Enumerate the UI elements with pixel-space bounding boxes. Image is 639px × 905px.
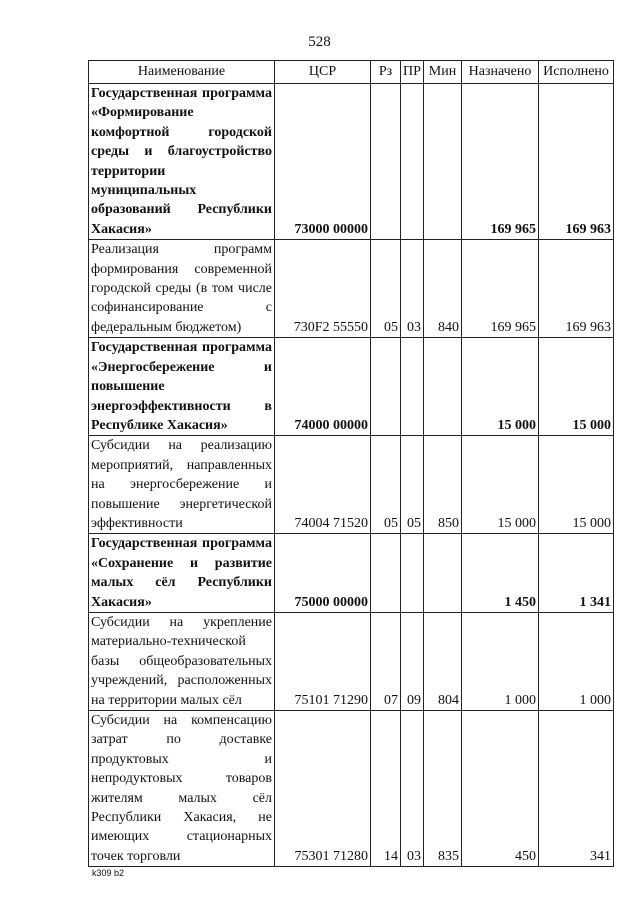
row-name: Государственная программа «Сохранение и развитие малых сёл Республики Хакасия» (89, 534, 275, 613)
row-csr: 75301 71280 (275, 711, 371, 867)
row-assigned: 15 000 (462, 338, 539, 436)
header-name: Наименование (89, 61, 275, 84)
row-pr (401, 84, 424, 240)
row-pr: 03 (401, 711, 424, 867)
table-row (89, 240, 614, 338)
row-assigned: 169 965 (462, 240, 539, 338)
row-csr: 73000 00000 (275, 84, 371, 240)
row-min: 804 (424, 612, 462, 710)
row-name: Субсидии на компенсацию затрат по доставке продуктовых и непродуктовых товаров жителям малых сёл Республики Хакасия, не имеющих стационарных точек торговли (89, 711, 275, 867)
row-executed: 15 000 (539, 338, 614, 436)
row-csr: 730F2 55550 (275, 240, 371, 338)
row-executed: 341 (539, 711, 614, 867)
row-executed: 15 000 (539, 436, 614, 534)
row-rz (371, 534, 401, 613)
table-row (89, 612, 614, 710)
row-rz: 07 (371, 612, 401, 710)
row-executed: 1 000 (539, 612, 614, 710)
header-executed: Исполнено (539, 61, 614, 84)
row-pr: 03 (401, 240, 424, 338)
row-pr (401, 338, 424, 436)
row-csr: 74000 00000 (275, 338, 371, 436)
row-executed: 169 963 (539, 240, 614, 338)
row-csr: 75101 71290 (275, 612, 371, 710)
table-row (89, 436, 614, 534)
row-csr: 74004 71520 (275, 436, 371, 534)
row-csr: 75000 00000 (275, 534, 371, 613)
row-rz: 14 (371, 711, 401, 867)
row-assigned: 15 000 (462, 436, 539, 534)
row-name: Государственная программа «Формирование комфортной городской среды и благоустройство территории муниципальных образований Республики Хакасия» (89, 84, 275, 240)
header-pr: ПР (401, 61, 424, 84)
row-assigned: 450 (462, 711, 539, 867)
header-min: Мин (424, 61, 462, 84)
row-rz: 05 (371, 240, 401, 338)
row-name: Субсидии на укрепление материально-технической базы общеобразовательных учреждений, расположенных на территории малых сёл (89, 612, 275, 710)
row-rz (371, 84, 401, 240)
table-row (89, 338, 614, 436)
page-number: 528 (308, 34, 331, 50)
header-assigned: Назначено (462, 61, 539, 84)
row-pr: 05 (401, 436, 424, 534)
row-assigned: 1 000 (462, 612, 539, 710)
row-min: 835 (424, 711, 462, 867)
row-min (424, 534, 462, 613)
table-header-row (89, 61, 614, 84)
table-row (89, 84, 614, 240)
table-row (89, 534, 614, 613)
row-min (424, 338, 462, 436)
row-rz: 05 (371, 436, 401, 534)
row-pr: 09 (401, 612, 424, 710)
header-rz: Рз (371, 61, 401, 84)
header-csr: ЦСР (275, 61, 371, 84)
row-rz (371, 338, 401, 436)
budget-table (88, 60, 614, 867)
row-name: Субсидии на реализацию мероприятий, направленных на энергосбережение и повышение энергетической эффективности (89, 436, 275, 534)
row-min: 850 (424, 436, 462, 534)
row-name: Реализация программ формирования современной городской среды (в том числе софинансирование с федеральным бюджетом) (89, 240, 275, 338)
row-name: Государственная программа «Энергосбережение и повышение энергоэффективности в Республике Хакасия» (89, 338, 275, 436)
row-assigned: 1 450 (462, 534, 539, 613)
row-executed: 1 341 (539, 534, 614, 613)
row-min: 840 (424, 240, 462, 338)
row-assigned: 169 965 (462, 84, 539, 240)
row-pr (401, 534, 424, 613)
table-row (89, 711, 614, 867)
row-executed: 169 963 (539, 84, 614, 240)
footer-code: k309 b2 (92, 868, 125, 878)
row-min (424, 84, 462, 240)
